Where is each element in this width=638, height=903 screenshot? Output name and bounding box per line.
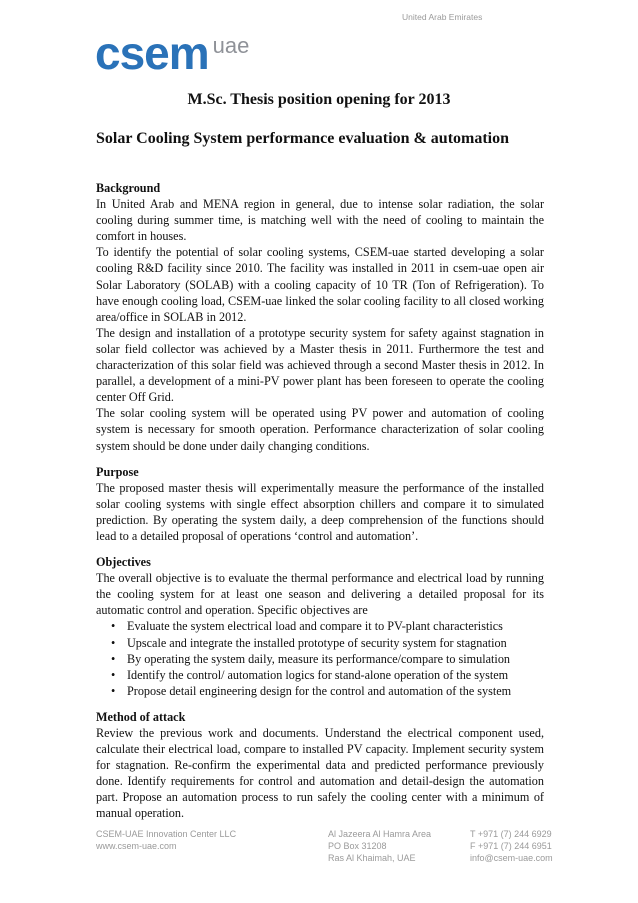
footer-address	[328, 828, 431, 864]
csem-uae-logo	[95, 27, 250, 79]
method-heading: Method of attack	[96, 709, 186, 724]
background-paragraph: To identify the potential of solar cooling systems, CSEM-uae started developing a solar cooling R&D facility since 2010. The facility was installed in 2011 in csem-uae open air Solar Laboratory (SOLAB) with a cooling capacity of 10 TR (Ton of Refrigeration). To have enough cooling load, CSEM-uae linked the solar cooling facility to all closed working area/office in SOLAB in 2012.	[96, 245, 544, 324]
objective-item: • Identify the control/ automation logics for stand-alone operation of the system	[96, 667, 544, 683]
footer-address-line: Ras Al Khaimah, UAE	[328, 853, 416, 863]
background-heading: Background	[96, 181, 161, 195]
footer-contact	[470, 828, 553, 864]
background-paragraph: The design and installation of a prototype security system for safety against stagnation in solar field collector was achieved by a Master thesis in 2011. Furthermore the test and characterization of this solar field was achieved through a second Master thesis in 2012. In parallel, a development of a mini-PV power plant has been foreseen to operate the cooling center Off Grid.	[96, 325, 544, 405]
method-paragraph: Review the previous work and documents. Understand the electrical component used, calculate their electrical load, compare to installed PV capacity. Implement security system for stagnation. Re-confirm the experimental data and predicted performance previously done. Identify requirements for control and automation and detail-design the automation part. Propose an automation process to run safely the cooling center with a minimum of manual operation.	[96, 726, 544, 821]
purpose-paragraph: The proposed master thesis will experimentally measure the performance of the installed solar cooling systems with single effect absorption chillers and compare it to simulated prediction. By operating the system daily, a deep comprehension of the functions should lead to a detailed proposal of operations ‘control and automation’.	[96, 480, 544, 543]
objectives-list	[96, 618, 544, 698]
background-paragraph: In United Arab and MENA region in general, due to intense solar radiation, the solar cooling during summer time, is matching well with the need of cooling to maintain the comfort in houses.	[96, 197, 544, 244]
document-body	[96, 180, 544, 832]
objective-item: • Propose detail engineering design for the control and automation of the system	[96, 683, 544, 699]
background-paragraph: The solar cooling system will be operated using PV power and automation of cooling system is necessary for smooth operation. Performance characterization of solar cooling system should be done under daily changing conditions.	[96, 406, 544, 453]
footer-phone: T +971 (7) 244 6929	[470, 829, 552, 839]
footer-fax: F +971 (7) 244 6951	[470, 841, 552, 851]
purpose-section	[96, 464, 544, 544]
footer-company	[96, 828, 236, 852]
objectives-section	[96, 554, 544, 699]
objectives-paragraph: The overall objective is to evaluate the thermal performance and electrical load by running the cooling system for at least one season and delivering a detailed proposal for its automatic control and operation. Specific objectives are	[96, 571, 544, 618]
background-section	[96, 180, 544, 454]
objective-item: • By operating the system daily, measure its performance/compare to simulation	[96, 651, 544, 667]
footer-address-line: Al Jazeera Al Hamra Area	[328, 829, 432, 839]
method-section	[96, 709, 544, 822]
document-title: M.Sc. Thesis position opening for 2013	[187, 91, 451, 108]
footer-website-link[interactable]: www.csem-uae.com	[96, 841, 177, 851]
logo-sub-text: uae	[212, 33, 250, 58]
document-subtitle: Solar Cooling System performance evaluation & automation	[96, 130, 510, 147]
objective-item: • Evaluate the system electrical load and compare it to PV-plant characteristics	[96, 618, 544, 634]
footer-company-name: CSEM-UAE Innovation Center LLC	[96, 829, 237, 839]
header-country: United Arab Emirates	[402, 12, 483, 22]
purpose-heading: Purpose	[96, 464, 139, 479]
objectives-heading: Objectives	[96, 555, 151, 570]
objective-item: • Upscale and integrate the installed prototype of security system for stagnation	[96, 635, 544, 651]
footer-address-line: PO Box 31208	[328, 841, 387, 851]
logo-main-text: csem	[95, 27, 209, 79]
footer-email-link[interactable]: info@csem-uae.com	[470, 853, 553, 863]
